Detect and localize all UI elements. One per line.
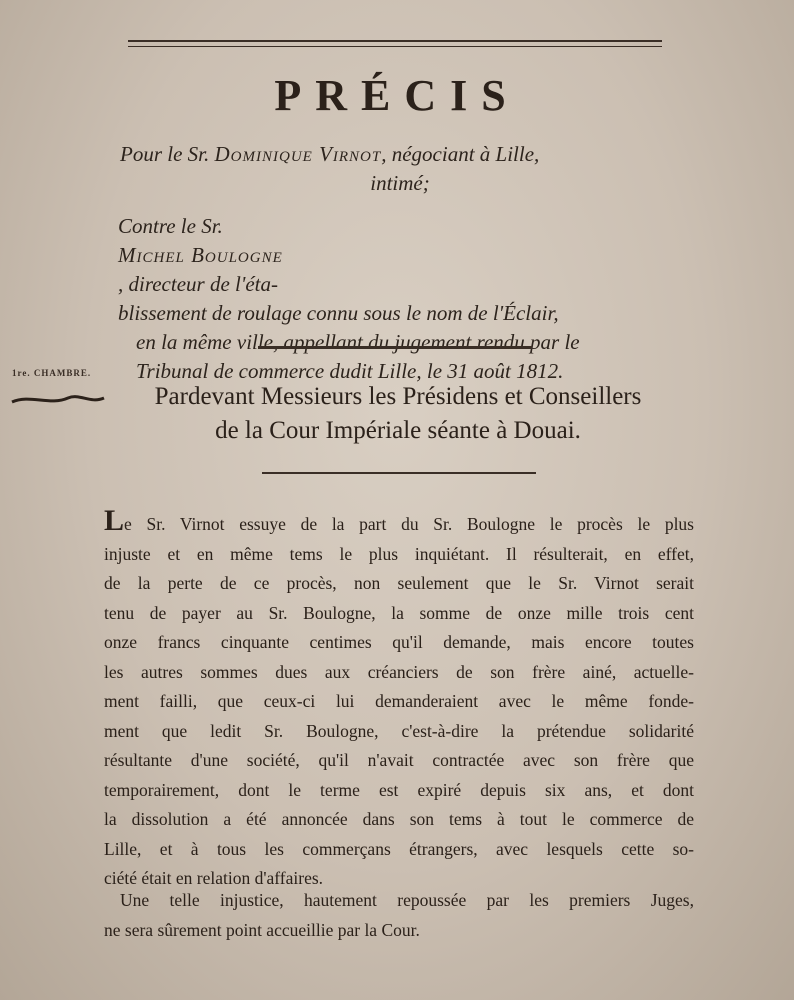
appellant-line-2: blissement de roulage connu sous le nom de l'Éclair, bbox=[118, 301, 559, 325]
drop-cap: L bbox=[104, 504, 125, 537]
respondent-prefix: Pour le Sr. bbox=[120, 142, 215, 166]
court-line-1: Pardevant Messieurs les Présidens et Conseillers bbox=[154, 383, 642, 410]
respondent-role: intimé; bbox=[370, 171, 430, 195]
paragraph-1-line: de la perte de ce procès, non seulement que le Sr. Virnot serait bbox=[104, 573, 694, 593]
paragraph-1-line: Lille, et à tous les commerçans étrangers, avec lesquels cette so- bbox=[104, 838, 694, 859]
appellant-suffix: , directeur de l'éta- bbox=[118, 272, 278, 296]
appellant-line-4: Tribunal de commerce dudit Lille, le 31 août 1812. bbox=[136, 359, 564, 383]
top-rule bbox=[128, 40, 662, 47]
flourish-ornament bbox=[10, 390, 106, 410]
paragraph-2-line: ne sera sûrement point accueillie par la Cour. bbox=[104, 919, 420, 940]
paragraph-1-line: ment failli, que ceux-ci lui demanderaient avec le même fonde- bbox=[104, 691, 694, 711]
paragraph-1-line: la dissolution a été annoncée dans son tems à tout le commerce de bbox=[104, 809, 694, 829]
paragraph-1-line: ment que ledit Sr. Boulogne, c'est-à-dire la prétendue solidarité bbox=[104, 720, 694, 741]
paragraph-1-line bbox=[104, 504, 694, 540]
paragraph-1-line: résultante d'une société, qu'il n'avait contractée avec son frère que bbox=[104, 750, 694, 770]
respondent-name: Dominique Virnot bbox=[214, 142, 382, 166]
appellant-line-3: en la même ville, appellant du jugement rendu par le bbox=[136, 330, 580, 354]
respondent-block bbox=[120, 140, 680, 198]
appellant-name: Michel Boulogne bbox=[118, 243, 283, 267]
paragraph-1-line: injuste et en même tems le plus inquiétant. Il résulterait, en effet, bbox=[104, 543, 694, 564]
line-text: e Sr. Virnot essuye de la part du Sr. Boulogne le procès le plus bbox=[124, 514, 694, 534]
paragraph-2 bbox=[104, 886, 694, 945]
chamber-label: 1re. CHAMBRE. bbox=[12, 368, 92, 378]
paragraph-1-line: les autres sommes dues aux créanciers de son frère ainé, actuelle- bbox=[104, 661, 694, 682]
paragraph-2-line: Une telle injustice, hautement repoussée par les premiers Juges, bbox=[120, 890, 694, 910]
separator-rule-1 bbox=[258, 346, 532, 349]
paragraph-1-line: tenu de payer au Sr. Boulogne, la somme de onze mille trois cent bbox=[104, 602, 694, 623]
paragraph-1-line: temporairement, dont le terme est expiré depuis six ans, et dont bbox=[104, 779, 694, 800]
paragraph-1 bbox=[104, 504, 694, 894]
appellant-line-1 bbox=[118, 212, 698, 299]
respondent-line-1 bbox=[120, 140, 680, 169]
court-heading bbox=[108, 380, 688, 448]
respondent-suffix: , négociant à Lille, bbox=[381, 142, 540, 166]
appellant-block bbox=[118, 212, 698, 386]
appellant-prefix: Contre le Sr. bbox=[118, 214, 223, 238]
paragraph-1-line: onze francs cinquante centimes qu'il demande, mais encore toutes bbox=[104, 632, 694, 652]
court-line-2: de la Cour Impériale séante à Douai. bbox=[215, 417, 581, 444]
separator-rule-2 bbox=[262, 472, 536, 474]
paragraph-1-line: ciété était en relation d'affaires. bbox=[104, 868, 324, 888]
page-title: PRÉCIS bbox=[274, 71, 520, 120]
